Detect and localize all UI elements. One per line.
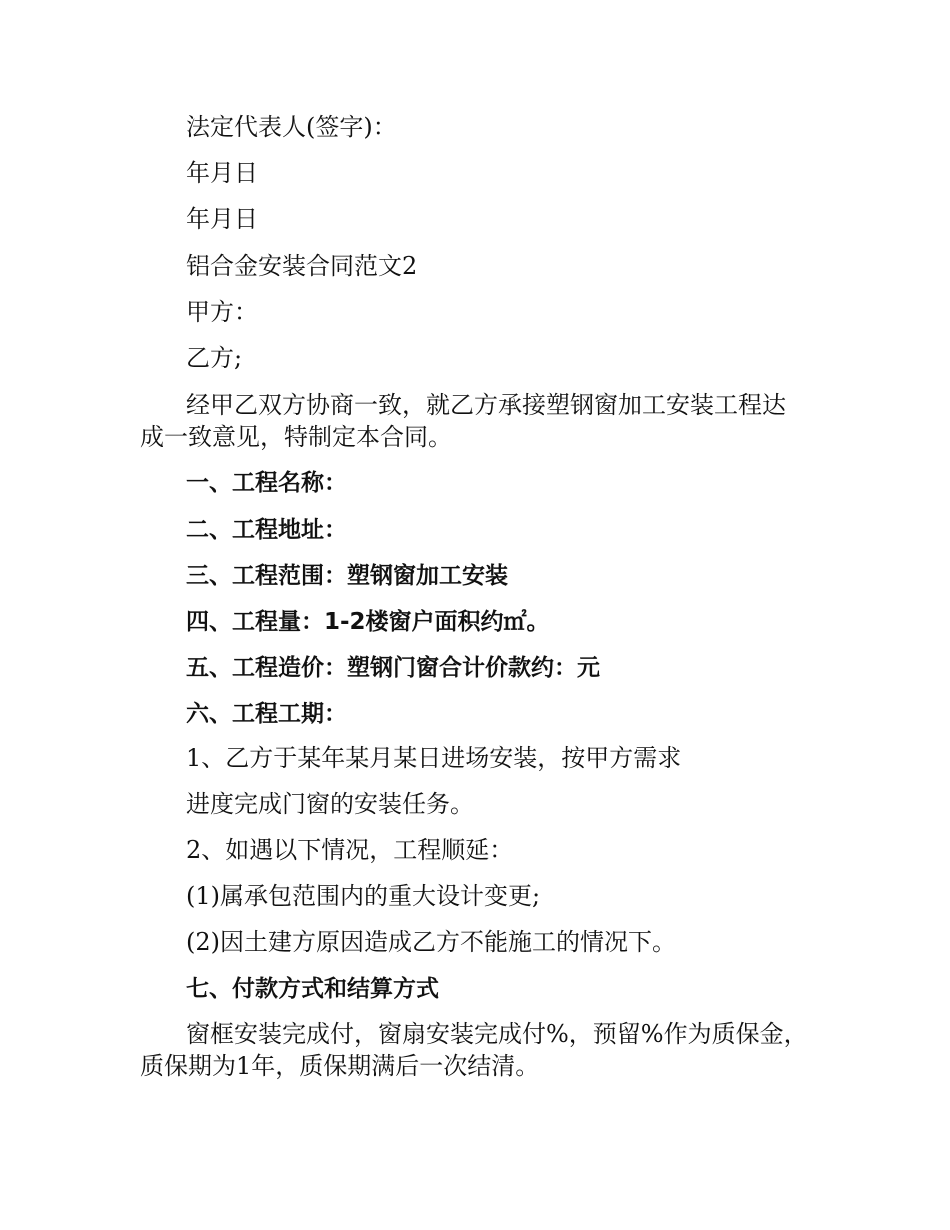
list-item: (2)因土建方原因造成乙方不能施工的情况下。 xyxy=(186,928,676,956)
paragraph-line: 质保期为1年，质保期满后一次结清。 xyxy=(140,1052,540,1080)
paragraph-line: 进度完成门窗的安装任务。 xyxy=(186,790,474,818)
document-title: 铝合金安装合同范文2 xyxy=(186,252,418,280)
party-a-line: 甲方： xyxy=(186,298,258,326)
intro-paragraph-line: 经甲乙双方协商一致，就乙方承接塑钢窗加工安装工程达 xyxy=(186,391,786,419)
section-heading: 七、付款方式和结算方式 xyxy=(186,976,439,1002)
date-line: 年月日 xyxy=(186,205,258,233)
section-heading: 二、工程地址： xyxy=(186,517,347,543)
section-heading: 一、工程名称： xyxy=(186,470,347,496)
intro-paragraph-line: 成一致意见，特制定本合同。 xyxy=(140,423,452,451)
paragraph-line: 2、如遇以下情况，工程顺延： xyxy=(186,836,514,864)
section-heading: 三、工程范围：塑钢窗加工安装 xyxy=(186,563,508,589)
list-item: (1)属承包范围内的重大设计变更; xyxy=(186,882,541,910)
paragraph-line: 1、乙方于某年某月某日进场安装，按甲方需求 xyxy=(186,744,682,772)
paragraph-line: 窗框安装完成付，窗扇安装完成付%，预留%作为质保金， xyxy=(186,1020,808,1048)
signature-line: 法定代表人(签字)： xyxy=(186,113,397,141)
party-b-line: 乙方; xyxy=(186,344,243,372)
date-line: 年月日 xyxy=(186,159,258,187)
section-heading: 四、工程量：1-2楼窗户面积约㎡。 xyxy=(186,609,550,635)
section-heading: 五、工程造价：塑钢门窗合计价款约：元 xyxy=(186,655,600,681)
section-heading: 六、工程工期： xyxy=(186,701,347,727)
